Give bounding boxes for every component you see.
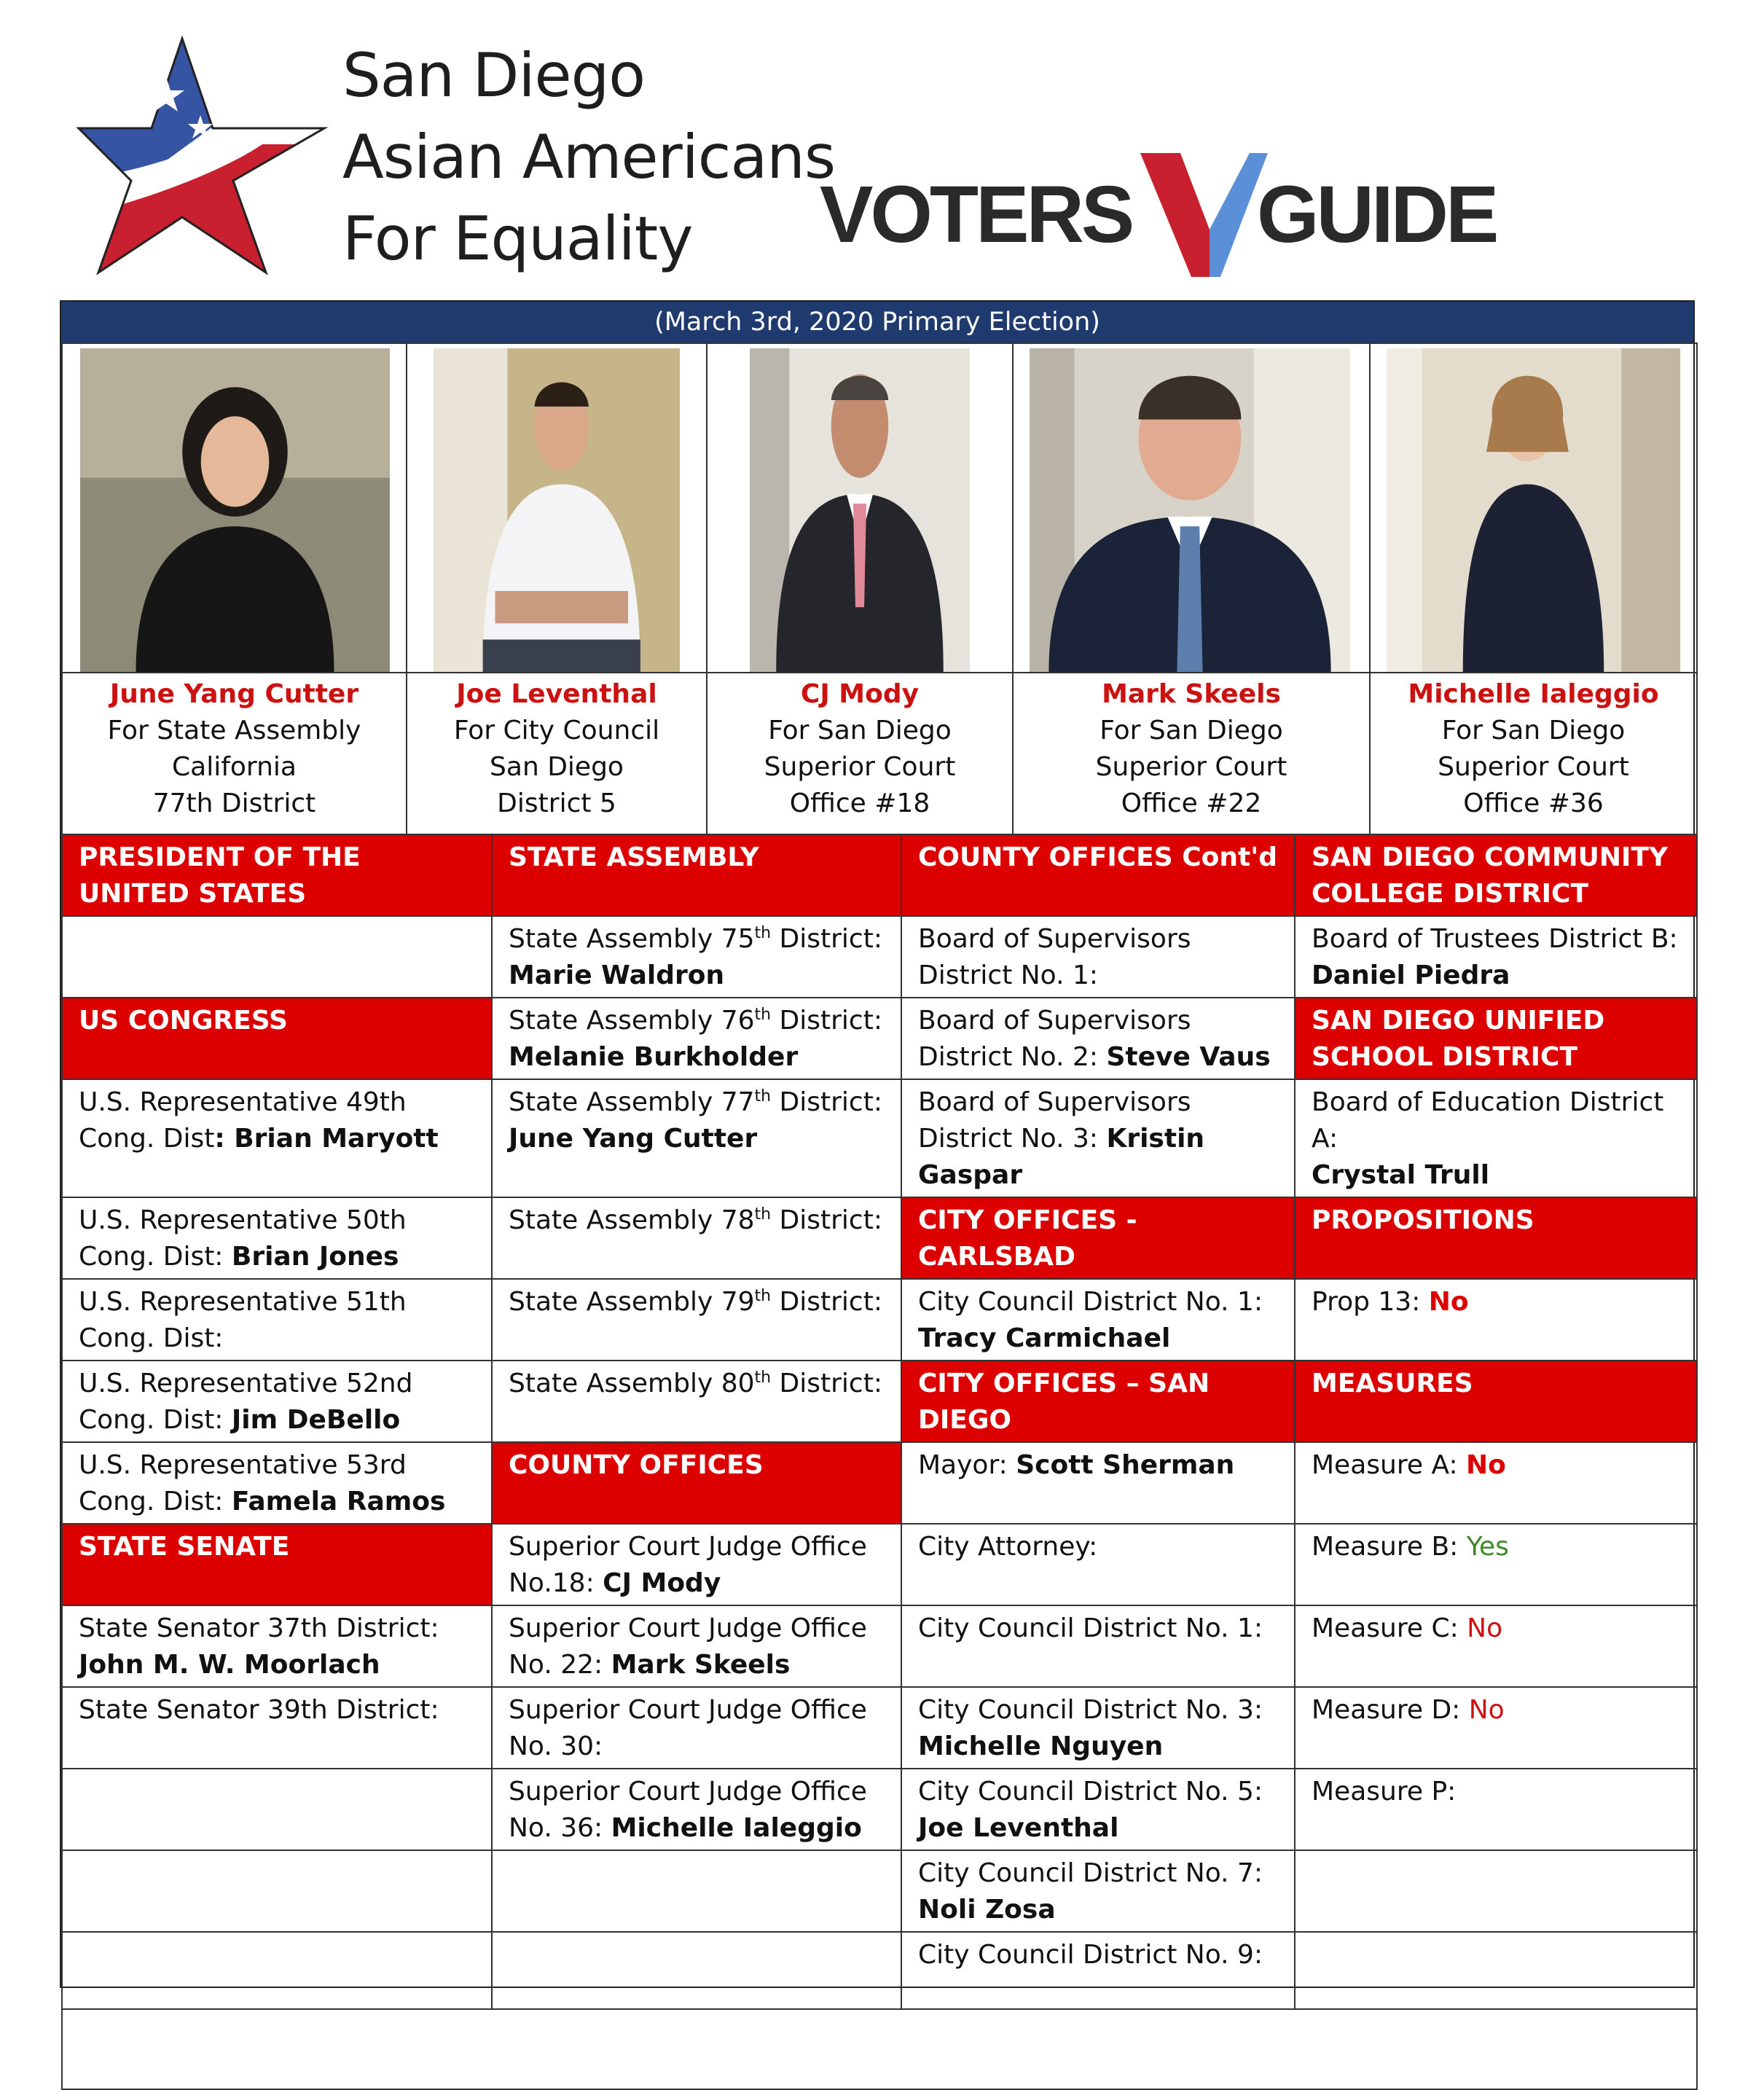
candidate-name: June Yang Cutter <box>109 679 359 709</box>
empty-cell <box>1295 1932 1697 2009</box>
endorsement-cell: Superior Court Judge Office No. 30: <box>492 1687 901 1769</box>
endorsement-cell: U.S. Representative 53rd Cong. Dist: Famela Ramos <box>62 1442 492 1524</box>
table-row <box>62 1687 1697 1769</box>
vote-recommendation: No <box>1468 1695 1505 1725</box>
candidate-photo-cell <box>707 343 1013 673</box>
candidate-district: District 5 <box>497 788 616 818</box>
endorsement-cell: State Assembly 75th District: Marie Waldron <box>492 916 901 998</box>
endorsement-cell: Superior Court Judge Office No. 36: Michelle Ialeggio <box>492 1769 901 1850</box>
empty-cell <box>62 916 492 998</box>
section-header-community-college: SAN DIEGO COMMUNITY COLLEGE DISTRICT <box>1295 834 1697 916</box>
endorsement-cell: State Assembly 76th District: Melanie Burkholder <box>492 998 901 1079</box>
endorsed-candidate: CJ Mody <box>603 1568 721 1598</box>
vote-recommendation: No <box>1466 1450 1506 1480</box>
endorsed-candidate: Michelle Ialeggio <box>611 1813 862 1843</box>
endorsement-cell: Prop 13: No <box>1295 1279 1697 1361</box>
endorsed-candidate: Crystal Trull <box>1312 1160 1490 1190</box>
endorsement-cell: U.S. Representative 49th Cong. Dist: Brian Maryott <box>62 1079 492 1197</box>
vote-recommendation: No <box>1428 1287 1469 1317</box>
endorsement-cell: Measure B: Yes <box>1295 1524 1697 1605</box>
candidate-photo <box>1030 348 1350 672</box>
endorsement-cell: State Assembly 80th District: <box>492 1361 901 1442</box>
candidate-jurisdiction: Superior Court <box>764 752 956 782</box>
endorsement-cell: Measure P: <box>1295 1769 1697 1850</box>
org-name-line1: San Diego <box>342 40 646 111</box>
candidate-photo-cell <box>1013 343 1370 673</box>
candidate-photo <box>750 348 970 672</box>
table-row <box>62 1605 1697 1687</box>
section-header-carlsbad: CITY OFFICES - CARLSBAD <box>901 1197 1295 1279</box>
section-header-unified-school: SAN DIEGO UNIFIED SCHOOL DISTRICT <box>1295 998 1697 1079</box>
table-row <box>62 1524 1697 1605</box>
endorsed-candidate: Steve Vaus <box>1106 1042 1271 1072</box>
candidate-district: Office #22 <box>1121 788 1262 818</box>
endorsed-candidate: Marie Waldron <box>509 960 725 990</box>
endorsed-candidate: Melanie Burkholder <box>509 1042 799 1072</box>
endorsement-cell: City Council District No. 1: <box>901 1605 1295 1687</box>
candidate-office: For San Diego <box>1099 716 1283 745</box>
candidate-info <box>407 673 707 837</box>
section-header-state-assembly: STATE ASSEMBLY <box>492 834 901 916</box>
table-row <box>62 1850 1697 1932</box>
endorsement-cell: U.S. Representative 52nd Cong. Dist: Jim DeBello <box>62 1361 492 1442</box>
table-row <box>62 1932 1697 2009</box>
empty-cell <box>1295 1850 1697 1932</box>
empty-cell <box>492 1932 901 2009</box>
section-header-measures: MEASURES <box>1295 1361 1697 1442</box>
table-row <box>62 998 1697 1079</box>
endorsed-candidate: Brian Jones <box>231 1242 399 1272</box>
endorsement-cell: Mayor: Scott Sherman <box>901 1442 1295 1524</box>
endorsed-candidate: Mark Skeels <box>611 1650 791 1680</box>
section-header-county-offices-contd: COUNTY OFFICES Cont'd <box>901 834 1295 916</box>
endorsed-candidate: Joe Leventhal <box>918 1813 1119 1843</box>
candidate-photo <box>80 348 390 672</box>
endorsement-cell: State Assembly 78th District: <box>492 1197 901 1279</box>
logo-star-icon <box>73 35 335 275</box>
candidate-jurisdiction: San Diego <box>490 752 624 782</box>
candidate-office: For City Council <box>453 716 660 745</box>
table-row <box>62 1079 1697 1197</box>
org-name-line2: Asian Americans <box>342 122 836 192</box>
endorsement-cell: City Council District No. 9: <box>901 1932 1295 2009</box>
endorsement-cell: U.S. Representative 50th Cong. Dist: Brian Jones <box>62 1197 492 1279</box>
table-row <box>62 1442 1697 1524</box>
endorsed-candidate: : Brian Maryott <box>214 1124 439 1154</box>
endorsement-cell: Superior Court Judge Office No.18: CJ Mody <box>492 1524 901 1605</box>
candidate-name: CJ Mody <box>800 679 920 709</box>
section-header-us-congress: US CONGRESS <box>62 998 492 1079</box>
endorsed-candidate: John M. W. Moorlach <box>79 1650 380 1680</box>
candidate-district: Office #36 <box>1463 788 1604 818</box>
table-row <box>62 834 1697 916</box>
candidate-jurisdiction: Superior Court <box>1095 752 1287 782</box>
voter-guide-frame <box>60 300 1695 1988</box>
candidate-name: Mark Skeels <box>1102 679 1281 709</box>
endorsed-candidate: Michelle Nguyen <box>918 1731 1164 1761</box>
vote-recommendation: Yes <box>1466 1532 1509 1562</box>
table-row <box>62 1361 1697 1442</box>
candidate-jurisdiction: California <box>172 752 297 782</box>
endorsement-cell: State Senator 37th District: John M. W. Moorlach <box>62 1605 492 1687</box>
candidate-photo-cell <box>407 343 707 673</box>
candidate-office: For San Diego <box>768 716 952 745</box>
endorsement-cell: U.S. Representative 51th Cong. Dist: <box>62 1279 492 1361</box>
candidate-district: 77th District <box>152 788 316 818</box>
endorsement-cell: City Council District No. 3: Michelle Nguyen <box>901 1687 1295 1769</box>
candidate-office: For State Assembly <box>107 716 361 745</box>
organization-name <box>342 35 835 280</box>
endorsement-cell: Board of Education District A: Crystal Trull <box>1295 1079 1697 1197</box>
empty-cell <box>62 1932 492 2009</box>
section-header-state-senate: STATE SENATE <box>62 1524 492 1605</box>
endorsement-cell: City Attorney: <box>901 1524 1295 1605</box>
table-row <box>62 916 1697 998</box>
endorsed-candidate: Jim DeBello <box>231 1405 401 1435</box>
table-row <box>62 1197 1697 1279</box>
empty-cell <box>62 1850 492 1932</box>
endorsed-candidate: Scott Sherman <box>1016 1450 1235 1480</box>
table-row <box>62 1769 1697 1850</box>
candidate-info <box>1013 673 1370 837</box>
endorsement-cell: City Council District No. 1: Tracy Carmichael <box>901 1279 1295 1361</box>
candidate-info <box>1370 673 1697 837</box>
empty-footer-cell <box>62 2009 1697 2089</box>
endorsement-cell: Superior Court Judge Office No. 22: Mark Skeels <box>492 1605 901 1687</box>
endorsement-cell: City Council District No. 5: Joe Leventhal <box>901 1769 1295 1850</box>
section-header-san-diego-city: CITY OFFICES – SAN DIEGO <box>901 1361 1295 1442</box>
endorsement-cell: Board of Supervisors District No. 2: Steve Vaus <box>901 998 1295 1079</box>
candidate-photo <box>1387 348 1680 672</box>
endorsed-candidate: Daniel Piedra <box>1312 960 1510 990</box>
endorsed-candidate: Kristin Gaspar <box>918 1124 1205 1190</box>
candidate-name: Joe Leventhal <box>456 679 657 709</box>
empty-cell <box>492 1850 901 1932</box>
endorsement-cell: Board of Supervisors District No. 3: Kristin Gaspar <box>901 1079 1295 1197</box>
candidate-name: Michelle Ialeggio <box>1408 679 1659 709</box>
section-header-county-offices: COUNTY OFFICES <box>492 1442 901 1524</box>
endorsements-table <box>61 834 1698 2090</box>
endorsement-cell: State Senator 39th District: <box>62 1687 492 1769</box>
section-header-president: PRESIDENT OF THE UNITED STATES <box>62 834 492 916</box>
candidate-info <box>62 673 407 837</box>
vote-recommendation: No <box>1467 1613 1503 1643</box>
candidate-photo <box>434 348 680 672</box>
empty-cell <box>62 1769 492 1850</box>
endorsement-cell: Measure C: No <box>1295 1605 1697 1687</box>
candidate-info <box>707 673 1013 837</box>
candidate-photo-cell <box>62 343 407 673</box>
section-header-propositions: PROPOSITIONS <box>1295 1197 1697 1279</box>
candidate-district: Office #18 <box>789 788 930 818</box>
endorsed-candidate: Famela Ramos <box>231 1487 446 1516</box>
candidate-photo-cell <box>1370 343 1697 673</box>
table-row <box>62 2009 1697 2089</box>
endorsement-cell: Board of Trustees District B: Daniel Piedra <box>1295 916 1697 998</box>
candidate-office: For San Diego <box>1441 716 1626 745</box>
table-row <box>62 1279 1697 1361</box>
endorsement-cell: State Assembly 79th District: <box>492 1279 901 1361</box>
endorsement-cell: Measure D: No <box>1295 1687 1697 1769</box>
endorsement-cell: Board of Supervisors District No. 1: <box>901 916 1295 998</box>
org-name-line3: For Equality <box>342 203 693 274</box>
endorsed-candidate: Tracy Carmichael <box>918 1323 1171 1353</box>
endorsement-cell: City Council District No. 7: Noli Zosa <box>901 1850 1295 1932</box>
voters-wordmark: VOTERS <box>820 170 1132 259</box>
guide-wordmark: GUIDE <box>1257 170 1497 259</box>
endorsement-cell: State Assembly 77th District: June Yang Cutter <box>492 1079 901 1197</box>
endorsement-cell: Measure A: No <box>1295 1442 1697 1524</box>
candidate-jurisdiction: Superior Court <box>1438 752 1629 782</box>
endorsed-candidate: Noli Zosa <box>918 1895 1056 1925</box>
endorsed-candidate: June Yang Cutter <box>509 1124 758 1154</box>
election-date-banner: (March 3rd, 2020 Primary Election) <box>61 302 1693 343</box>
endorsed-candidates-table <box>61 343 1698 838</box>
